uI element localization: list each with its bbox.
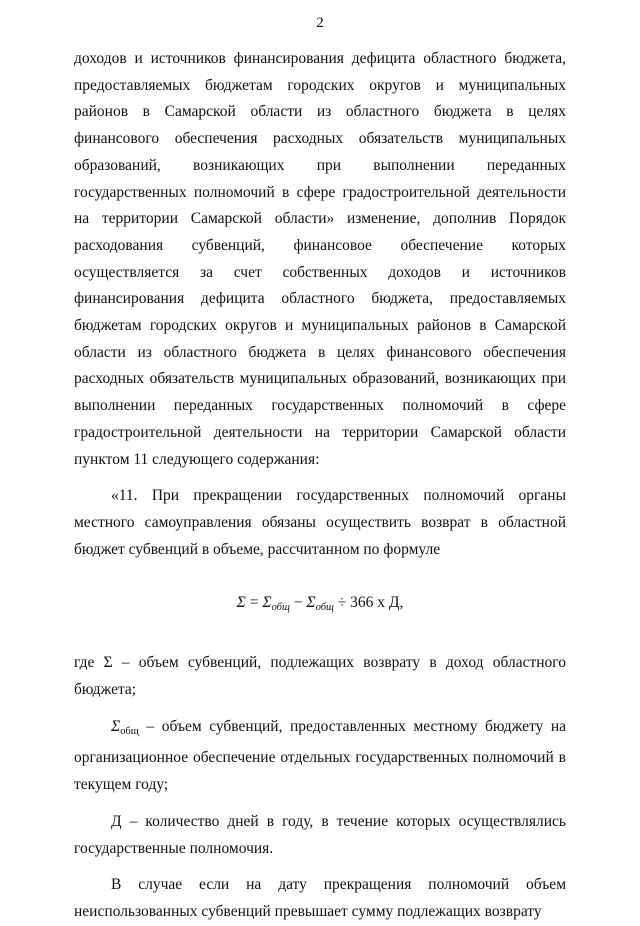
page-number: 2 [316, 15, 324, 31]
formula-lhs: Σ [236, 594, 246, 612]
definition-sigma: где Σ – объем субвенций, подлежащих возврату в доход областного бюджета; [74, 654, 566, 699]
formula-sub-2: общ [315, 602, 334, 614]
paragraph-point-11: «11. При прекращении государственных полномочий органы местного самоуправления обязаны осуществить возврат в областной бюджет субвенций в объеме, рассчитанном по формуле [74, 487, 566, 558]
document-body [74, 46, 566, 926]
formula-sigma-1: Σ [262, 594, 272, 612]
sigma-total-sub: общ [120, 725, 139, 737]
formula-tail: ÷ 366 х Д, [333, 594, 404, 612]
definition-days: Д – количество дней в году, в течение которых осуществлялись государственные полномочия. [74, 812, 566, 857]
formula-equals: = [245, 594, 263, 612]
formula-sigma-2: Σ [306, 594, 316, 612]
formula [74, 591, 566, 620]
paragraph-last: В случае если на дату прекращения полномочий объем неиспользованных субвенций превышает сумму подлежащих возврату [74, 876, 566, 920]
sigma-total-symbol: Σ [111, 717, 121, 735]
paragraph-amendment: доходов и источников финансирования дефицита областного бюджета, предоставляемых бюджетам городских округов и муниципальных районов в Самарской области из областного бюджета в целях финансового обеспечения расходных обязательств муниципальных образований, возникающих при выполнении переданных государственных полномочий в сфере градостроительной деятельности на территории Самарской области» изменение, дополнив Порядок расходования субвенций, финансовое обеспечение которых осуществляется за счет собственных доходов и источников финансирования дефицита областного бюджета, предоставляемых бюджетам городских округов и муниципальных районов в Самарской области из областного бюджета в целях финансового обеспечения расходных обязательств муниципальных образований, возникающих при выполнении переданных государственных полномочий в сфере градостроительной деятельности на территории Самарской области пунктом 11 следующего содержания: [74, 50, 566, 468]
formula-minus: − [289, 594, 307, 612]
definition-sigma-total [74, 714, 566, 799]
formula-sub-1: общ [271, 602, 290, 614]
sigma-total-text: – объем субвенций, предоставленных местному бюджету на организационное обеспечение отдельных государственных полномочий в текущем году; [74, 717, 566, 794]
